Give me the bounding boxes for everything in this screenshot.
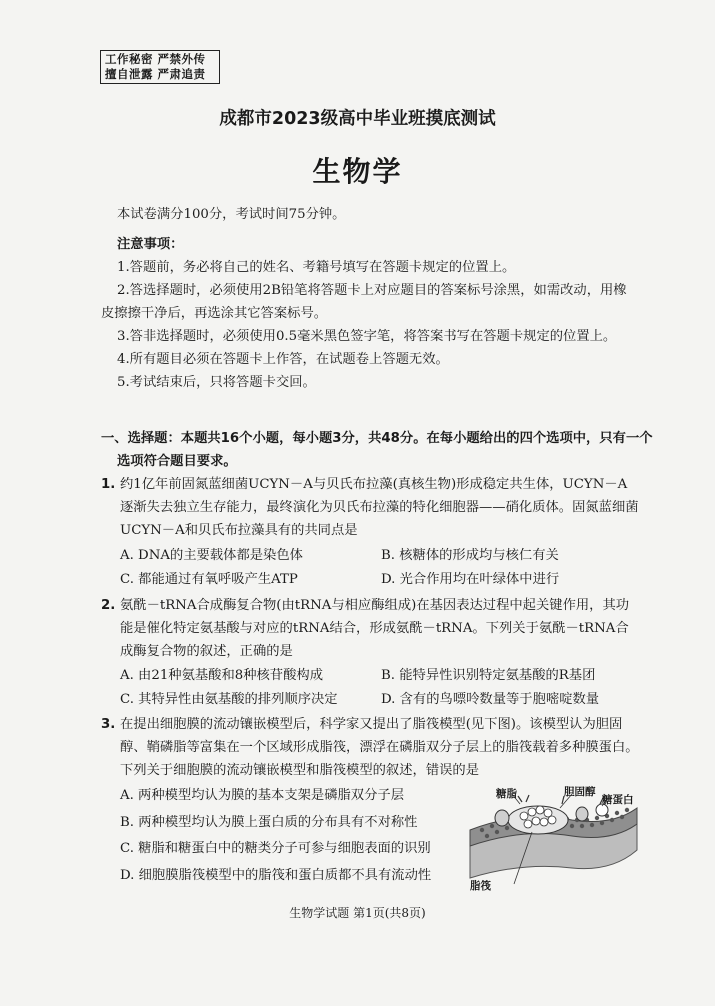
label-glycoprotein: 糖蛋白 — [602, 794, 634, 806]
label-cholesterol: 胆固醇 — [564, 786, 596, 798]
stamp-line-2: 擅自泄露 严肃追责 — [105, 67, 206, 81]
question-stem: 在提出细胞膜的流动镶嵌模型后，科学家又提出了脂筏模型(见下图)。该模型认为胆固 — [120, 717, 623, 732]
membrane-protein — [495, 810, 509, 826]
label-raft: 脂筏 — [470, 880, 491, 892]
option-b: B. 能特异性识别特定氨基酸的R基团 — [381, 668, 596, 683]
note-item: 2.答选择题时，必须使用2B铅笔将答题卡上对应题目的答案标号涂黑，如需改动，用橡 — [117, 283, 627, 298]
option-d: D. 含有的鸟嘌呤数量等于胞嘧啶数量 — [381, 692, 600, 707]
option-d: D. 细胞膜脂筏模型中的脂筏和蛋白质都不具有流动性 — [120, 868, 432, 883]
confidential-stamp — [100, 50, 220, 84]
question-stem: 成酶复合物的叙述，正确的是 — [120, 644, 293, 659]
option-b: B. 核糖体的形成均与核仁有关 — [381, 548, 559, 563]
question-stem: 氨酰－tRNA合成酶复合物(由tRNA与相应酶组成)在基因表达过程中起关键作用，其功 — [120, 598, 630, 613]
lipid-raft-figure — [462, 780, 642, 896]
option-c: C. 其特异性由氨基酸的排列顺序决定 — [120, 692, 338, 707]
stamp-line-1: 工作秘密 严禁外传 — [105, 52, 206, 66]
option-c: C. 糖脂和糖蛋白中的糖类分子可参与细胞表面的识别 — [120, 841, 431, 856]
question-stem: 逐渐失去独立生存能力，最终演化为贝氏布拉藻的特化细胞器——硝化质体。固氮蓝细菌 — [120, 500, 639, 515]
question-number: 3. — [101, 717, 116, 732]
intro-text: 本试卷满分100分，考试时间75分钟。 — [117, 207, 346, 222]
note-item: 1.答题前，务必将自己的姓名、考籍号填写在答题卡规定的位置上。 — [117, 260, 516, 275]
option-b: B. 两种模型均认为膜上蛋白质的分布具有不对称性 — [120, 815, 418, 830]
note-item: 4.所有题目必须在答题卡上作答，在试题卷上答题无效。 — [117, 352, 449, 367]
option-a: A. 两种模型均认为膜的基本支架是磷脂双分子层 — [120, 788, 404, 803]
question-stem: 醇、鞘磷脂等富集在一个区域形成脂筏，漂浮在磷脂双分子层上的脂筏载着多种膜蛋白。 — [120, 740, 639, 755]
option-a: A. DNA的主要载体都是染色体 — [120, 548, 303, 563]
label-glycolipid: 糖脂 — [496, 788, 517, 800]
option-c: C. 都能通过有氧呼吸产生ATP — [120, 572, 298, 587]
note-item: 3.答非选择题时，必须使用0.5毫米黑色签字笔，将答案书写在答题卡规定的位置上。 — [117, 329, 617, 344]
question-stem: 下列关于细胞膜的流动镶嵌模型和脂筏模型的叙述，错误的是 — [120, 763, 480, 778]
question-stem: 能是催化特定氨基酸与对应的tRNA结合，形成氨酰－tRNA。下列关于氨酰－tRNA合 — [120, 621, 629, 636]
membrane-protein — [576, 807, 588, 821]
option-d: D. 光合作用均在叶绿体中进行 — [381, 572, 560, 587]
page-footer: 生物学试题 第1页(共8页) — [289, 906, 426, 920]
option-a: A. 由21种氨基酸和8种核苷酸构成 — [120, 668, 323, 683]
question-stem: UCYN－A和贝氏布拉藻具有的共同点是 — [120, 523, 358, 538]
question-number: 1. — [101, 477, 116, 492]
subject-title: 生物学 — [312, 155, 403, 188]
question-stem: 约1亿年前固氮蓝细菌UCYN－A与贝氏布拉藻(真核生物)形成稳定共生体，UCYN－A — [120, 477, 628, 492]
section-heading: 一、选择题：本题共16个小题，每小题3分，共48分。在每小题给出的四个选项中，只有一个 — [101, 431, 653, 446]
exam-title: 成都市2023级高中毕业班摸底测试 — [219, 109, 496, 129]
question-number: 2. — [101, 598, 116, 613]
note-item-continued: 皮擦擦干净后，再选涂其它答案标号。 — [101, 306, 328, 321]
notes-heading: 注意事项： — [117, 237, 184, 252]
note-item: 5.考试结束后，只将答题卡交回。 — [117, 375, 316, 390]
section-heading-continued: 选项符合题目要求。 — [117, 454, 237, 469]
